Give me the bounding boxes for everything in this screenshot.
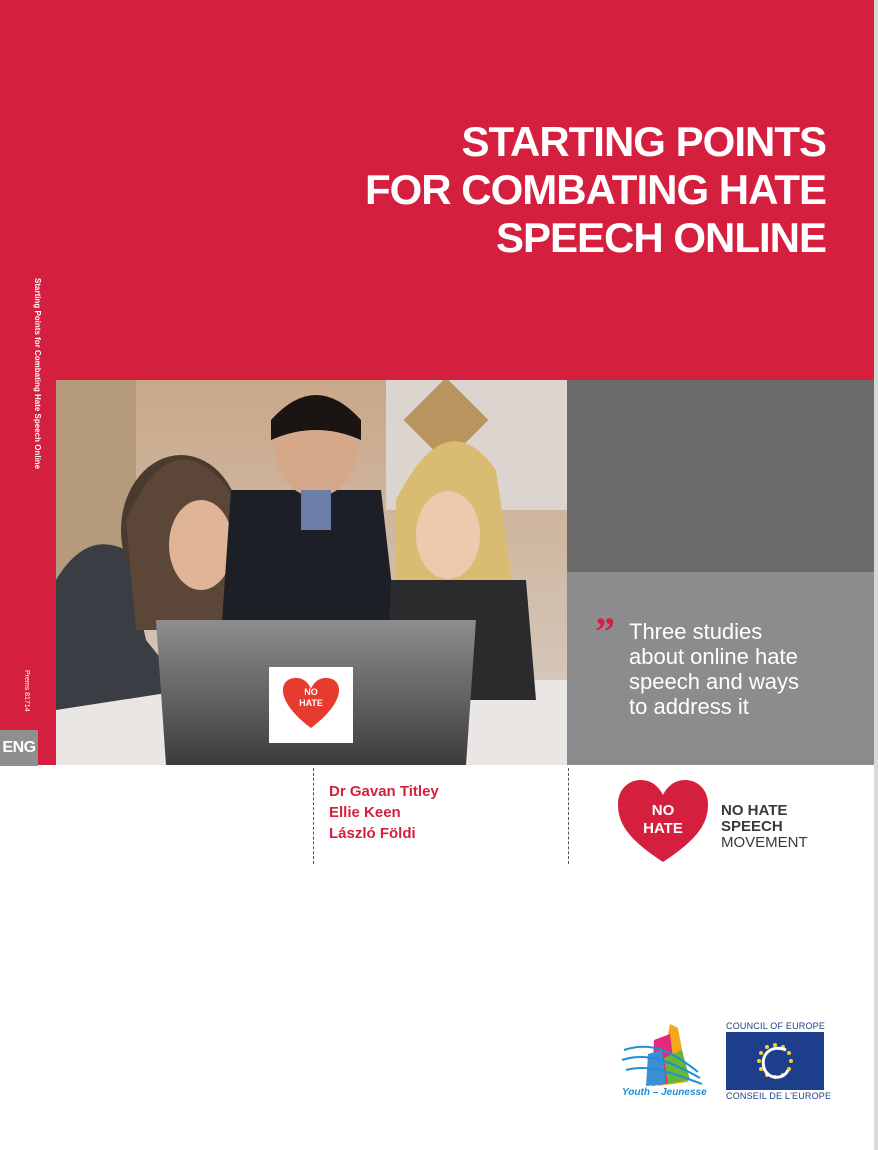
authors-list bbox=[329, 781, 439, 844]
tagline-line-2: about online hate bbox=[629, 644, 798, 669]
tagline-line-1: Three studies bbox=[629, 619, 763, 644]
logo-divider bbox=[568, 768, 569, 864]
quote-mark-icon: ” bbox=[595, 609, 615, 654]
movement-name-line-1: NO HATE bbox=[721, 802, 788, 819]
council-of-europe-label: COUNCIL OF EUROPE bbox=[726, 1021, 826, 1031]
gray-panel-top bbox=[567, 380, 874, 572]
page-edge bbox=[874, 0, 878, 1150]
cover-photo bbox=[56, 380, 567, 765]
authors-divider bbox=[313, 768, 314, 864]
youth-jeunesse-text: Youth – Jeunesse bbox=[622, 1087, 707, 1098]
movement-name-line-3: MOVEMENT bbox=[721, 834, 808, 851]
language-tab: ENG bbox=[0, 730, 38, 766]
movement-name-line-2: SPEECH bbox=[721, 818, 783, 835]
movement-name bbox=[721, 803, 808, 851]
no-hate-heart-logo bbox=[618, 780, 708, 864]
tagline-line-3: speech and ways bbox=[629, 669, 799, 694]
cover-tagline bbox=[629, 619, 869, 719]
conseil-de-leurope-label: CONSEIL DE L'EUROPE bbox=[726, 1091, 832, 1101]
heart-text-line-2: HATE bbox=[643, 820, 683, 837]
title-line-1: STARTING POINTS bbox=[461, 118, 826, 165]
title-line-2: FOR COMBATING HATE bbox=[364, 166, 826, 213]
author-1: Dr Gavan Titley bbox=[329, 783, 439, 800]
cover-title bbox=[346, 118, 826, 262]
author-2: Ellie Keen bbox=[329, 804, 401, 821]
author-3: László Földi bbox=[329, 825, 416, 842]
title-line-3: SPEECH ONLINE bbox=[495, 214, 826, 261]
tagline-line-4: to address it bbox=[629, 694, 749, 719]
spine-code: Prems 81714 bbox=[23, 670, 30, 712]
heart-text-line-1: NO bbox=[651, 802, 675, 819]
council-of-europe-flag-icon bbox=[726, 1032, 824, 1090]
spine-title: Starting Points for Combating Hate Speech Online bbox=[33, 278, 42, 470]
sticker-line-1: NO bbox=[304, 687, 318, 697]
sticker-line-2: HATE bbox=[299, 698, 323, 708]
